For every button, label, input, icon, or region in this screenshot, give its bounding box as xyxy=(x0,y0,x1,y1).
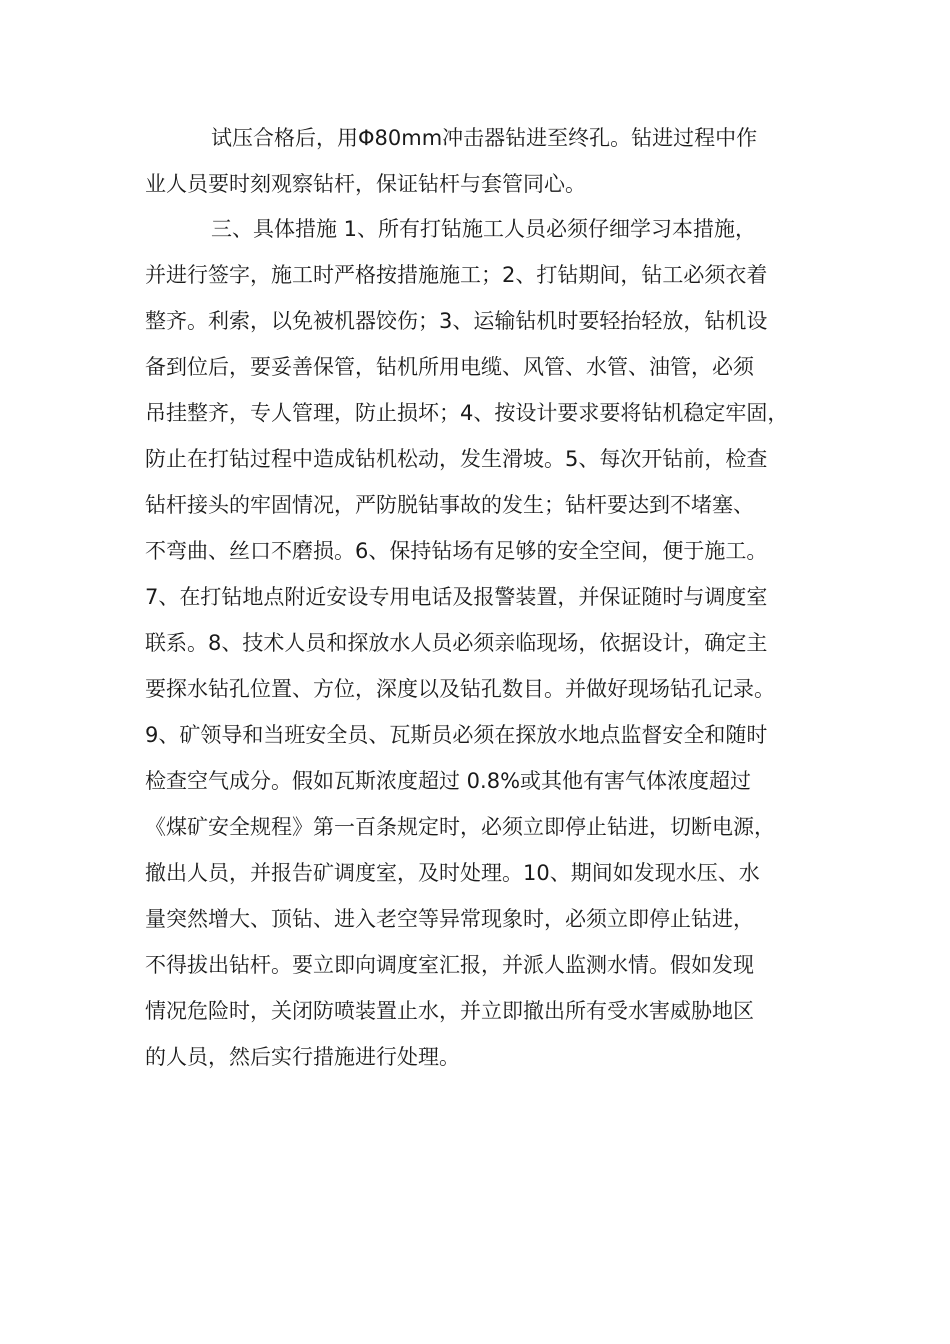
paragraph-line: 7、在打钻地点附近安设专用电话及报警装置，并保证随时与调度室 xyxy=(145,585,768,609)
paragraph-line: 备到位后，要妥善保管，钻机所用电缆、风管、水管、油管，必须 xyxy=(145,355,754,379)
paragraph-line: 三、具体措施 1、所有打钻施工人员必须仔细学习本措施， xyxy=(211,217,757,241)
paragraph-line: 的人员，然后实行措施进行处理。 xyxy=(145,1045,460,1069)
paragraph-line: 不弯曲、丝口不磨损。6、保持钻场有足够的安全空间，便于施工。 xyxy=(145,539,768,563)
paragraph-line: 吊挂整齐，专人管理，防止损坏；4、按设计要求要将钻机稳定牢固， xyxy=(145,401,789,425)
paragraph-line: 量突然增大、顶钻、进入老空等异常现象时，必须立即停止钻进， xyxy=(145,907,754,931)
paragraph-line: 整齐。利索，以免被机器饺伤；3、运输钻机时要轻抬轻放，钻机设 xyxy=(145,309,768,333)
paragraph-line: 不得拔出钻杆。要立即向调度室汇报，并派人监测水情。假如发现 xyxy=(145,953,754,977)
paragraph-line: 情况危险时，关闭防喷装置止水，并立即撤出所有受水害威胁地区 xyxy=(145,999,754,1023)
paragraph-line: 《煤矿安全规程》第一百条规定时，必须立即停止钻进，切断电源， xyxy=(145,815,775,839)
paragraph-line: 钻杆接头的牢固情况，严防脱钻事故的发生；钻杆要达到不堵塞、 xyxy=(145,493,754,517)
paragraph-line: 撤出人员，并报告矿调度室，及时处理。10、期间如发现水压、水 xyxy=(145,861,760,885)
paragraph-line: 联系。8、技术人员和探放水人员必须亲临现场，依据设计，确定主 xyxy=(145,631,768,655)
paragraph-line: 防止在打钻过程中造成钻机松动，发生滑坡。5、每次开钻前，检查 xyxy=(145,447,768,471)
paragraph-line: 要探水钻孔位置、方位，深度以及钻孔数目。并做好现场钻孔记录。 xyxy=(145,677,775,701)
paragraph-line: 并进行签字，施工时严格按措施施工；2、打钻期间，钻工必须衣着 xyxy=(145,263,768,287)
paragraph-line: 检查空气成分。假如瓦斯浓度超过 0.8%或其他有害气体浓度超过 xyxy=(145,769,752,793)
paragraph-line: 9、矿领导和当班安全员、瓦斯员必须在探放水地点监督安全和随时 xyxy=(145,723,768,747)
paragraph-line: 试压合格后，用Φ80mm冲击器钻进至终孔。钻进过程中作 xyxy=(211,126,758,150)
paragraph-line: 业人员要时刻观察钻杆，保证钻杆与套管同心。 xyxy=(145,172,586,196)
